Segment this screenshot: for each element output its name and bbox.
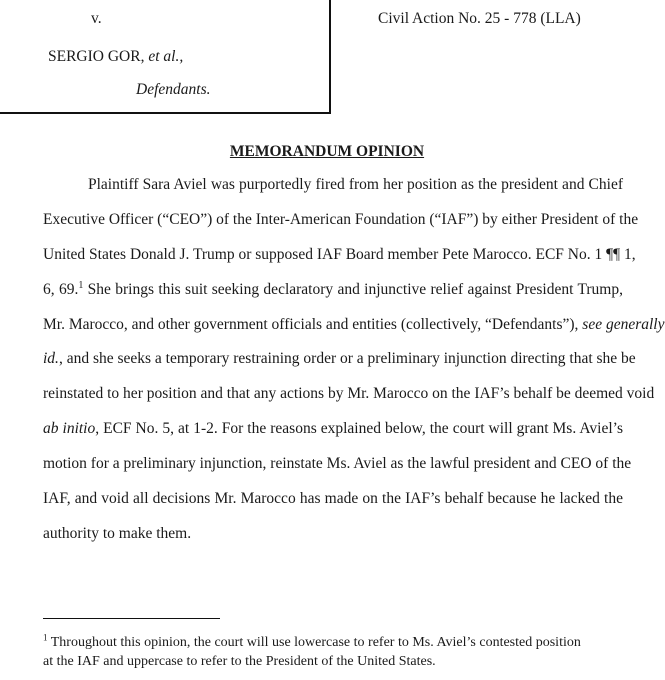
paragraph-line: [43, 348, 636, 383]
paragraph-text: , and she seeks a temporary restraining order or a preliminary injunction directing that she be: [58, 350, 636, 368]
paragraph-text: 6, 69.: [43, 280, 79, 298]
paragraph-line: authority to make them.: [43, 524, 192, 542]
versus-mark: v.: [91, 10, 102, 27]
et-al: et al.,: [148, 48, 184, 65]
footnote-reference: 1: [78, 279, 84, 291]
defendant-surname: SERGIO GOR,: [48, 48, 145, 65]
paragraph-text: Mr. Marocco, and other government officials and entities (collectively, “Defendants”),: [43, 315, 579, 333]
paragraph-line: United States Donald J. Trump or supposed IAF Board member Pete Marocco. ECF No. 1 ¶¶ 1,: [43, 245, 636, 263]
footnote-number: 1: [43, 632, 48, 643]
paragraph-line: Plaintiff Sara Aviel was purportedly fired from her position as the president and Chief: [88, 176, 623, 193]
footnote-divider: [43, 618, 220, 619]
civil-action-number: Civil Action No. 25 - 778 (LLA): [378, 10, 581, 27]
paragraph-text: , ECF No. 5, at 1-2. For the reasons explained below, the court will grant Ms. Aviel’s: [95, 420, 623, 438]
paragraph-line: IAF, and void all decisions Mr. Marocco has made on the IAF’s behalf because he lacked the: [43, 490, 623, 508]
citation-signal: id.: [43, 350, 59, 368]
defendant-name: [48, 48, 183, 66]
document-title: MEMORANDUM OPINION: [229, 143, 425, 160]
paragraph-line: [43, 279, 623, 314]
paragraph-line: motion for a preliminary injunction, reinstate Ms. Aviel as the lawful president and CEO of the: [43, 455, 632, 473]
footnote: [43, 633, 623, 671]
footnote-text: Throughout this opinion, the court will use lowercase to refer to Ms. Aviel’s contested position: [50, 635, 581, 650]
paragraph-line: reinstated to her position and that any actions by Mr. Marocco on the IAF’s behalf be deemed void: [43, 385, 655, 403]
paragraph-line: Executive Officer (“CEO”) of the Inter-American Foundation (“IAF”) by either President of the: [43, 210, 639, 228]
paragraph-line: [43, 314, 665, 349]
paragraph-line: [43, 418, 623, 453]
latin-phrase: ab initio: [43, 420, 96, 438]
footnote-line: at the IAF and uppercase to refer to the President of the United States.: [43, 654, 436, 669]
paragraph-text: She brings this suit seeking declaratory and injunctive relief against President Trump,: [83, 280, 623, 298]
opinion-paragraph: [43, 174, 665, 558]
citation-signal: see generally: [582, 315, 665, 333]
defendants-label: Defendants.: [136, 81, 211, 98]
footnote-line: [43, 633, 623, 652]
